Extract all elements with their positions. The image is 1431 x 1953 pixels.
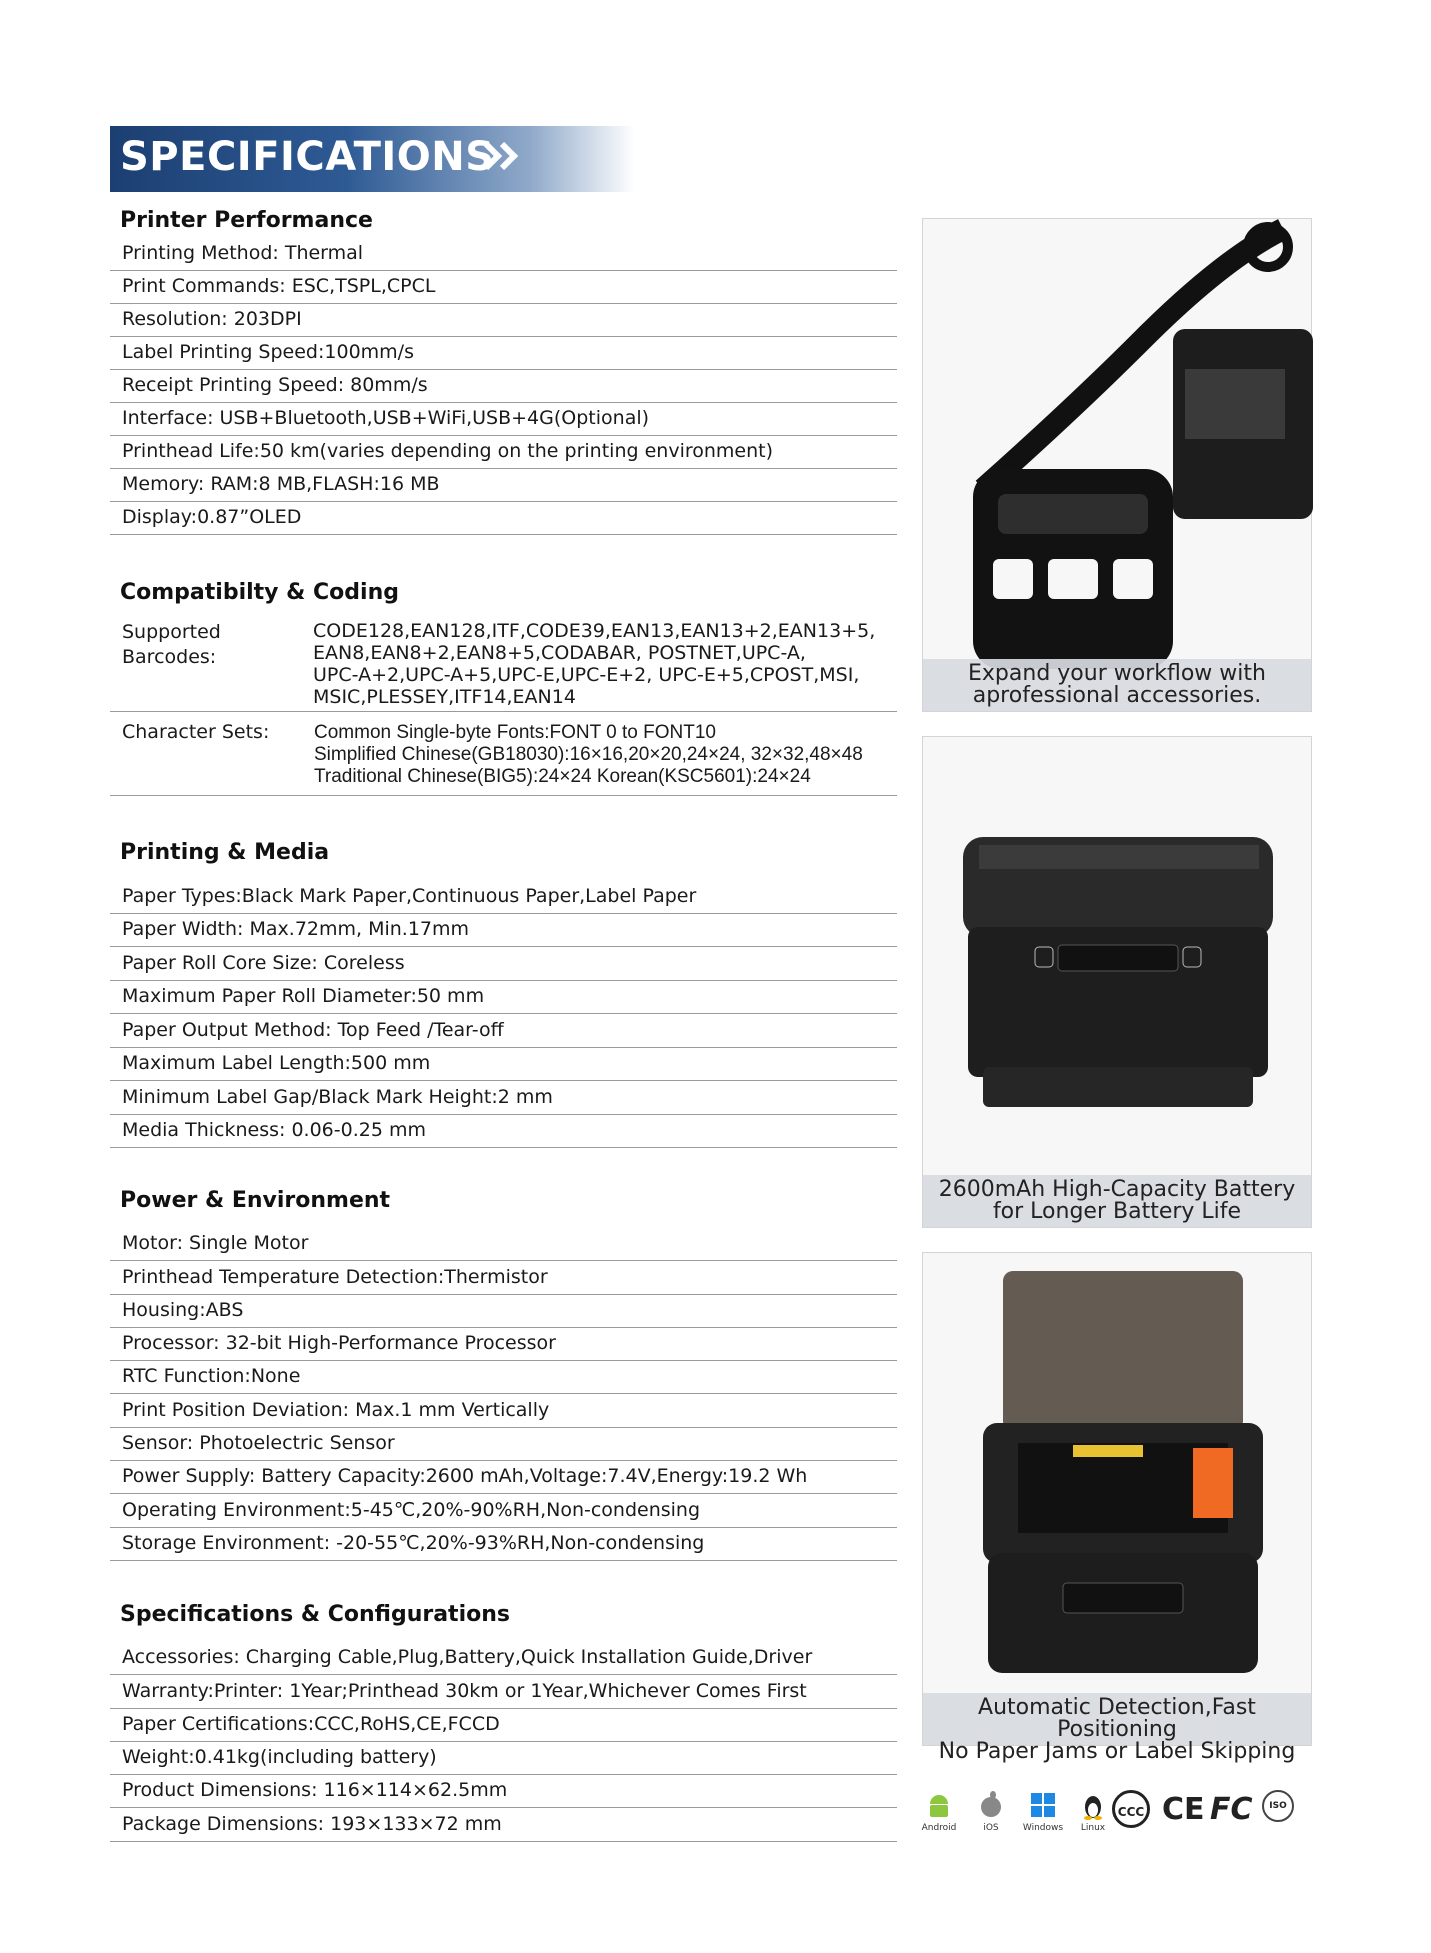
spec-row: [110, 1528, 897, 1561]
spec-row: [110, 1742, 897, 1775]
spec-label: Printhead Temperature Detection:: [122, 1265, 445, 1288]
spec-row: [110, 1261, 897, 1294]
page-title: SPECIFICATIONS: [120, 134, 495, 180]
charsets-row: [110, 712, 897, 796]
spec-label: Accessories:: [122, 1646, 240, 1669]
spec-label: Warranty:: [122, 1679, 214, 1702]
android-badge: Android: [914, 1790, 964, 1833]
spec-label: Print Position Deviation:: [122, 1398, 350, 1421]
spec-row: [110, 880, 897, 914]
spec-row: [110, 981, 897, 1015]
spec-label: Printing Method:: [122, 242, 279, 264]
spec-row: [110, 271, 897, 304]
spec-label: Maximum Paper Roll Diameter:: [122, 985, 417, 1007]
spec-row: [110, 947, 897, 981]
spec-label: Package Dimensions:: [122, 1812, 325, 1835]
spec-label: Motor:: [122, 1232, 183, 1255]
spec-value: Coreless: [317, 951, 405, 974]
spec-row: [110, 1642, 897, 1675]
spec-value: Max.72mm, Min.17mm: [243, 918, 470, 940]
spec-value: ESC,TSPL,CPCL: [285, 275, 436, 297]
spec-row: [110, 1775, 897, 1808]
battery-caption: 2600mAh High-Capacity Battery for Longer Battery Life: [923, 1175, 1311, 1227]
charsets-label: Character Sets:: [122, 721, 270, 743]
spec-value: 0.06-0.25 mm: [285, 1119, 426, 1141]
spec-value: Max.1 mm Vertically: [349, 1398, 550, 1421]
spec-row: [110, 1328, 897, 1361]
spec-value: 0.87”OLED: [197, 506, 302, 528]
spec-row: [110, 1295, 897, 1328]
spec-row: [110, 337, 897, 370]
barcodes-row: [110, 612, 897, 712]
charsets-value: Common Single-byte Fonts:FONT 0 to FONT10 Simplified Chinese(GB18030):16×16,20×20,24×24, 32×32,48×48 Traditional Chinese(BIG5):24×24 Korean(KSC5601):24×24: [314, 722, 863, 787]
spec-label: Label Printing Speed:: [122, 341, 325, 363]
spec-label: Print Commands:: [122, 275, 286, 297]
spec-value: RAM:8 MB,FLASH:16 MB: [204, 473, 440, 495]
spec-label: Paper Certifications:: [122, 1712, 315, 1735]
section-title-printer-performance: Printer Performance: [120, 208, 373, 233]
spec-value: 50 mm: [416, 985, 485, 1007]
spec-value: 32-bit High-Performance Processor: [219, 1332, 556, 1355]
spec-value: Battery Capacity:2600 mAh,Voltage:7.4V,Energy:19.2 Wh: [255, 1465, 808, 1488]
spec-label: RTC Function:: [122, 1365, 251, 1388]
spec-row: [110, 469, 897, 502]
spec-label: Product Dimensions:: [122, 1779, 318, 1802]
ce-mark: CE: [1162, 1792, 1205, 1827]
spec-row: [110, 1494, 897, 1527]
ccc-mark: CCC: [1112, 1790, 1150, 1828]
section-title-printing-media: Printing & Media: [120, 840, 330, 865]
section-title-power-environment: Power & Environment: [120, 1188, 391, 1213]
spec-label: Paper Types:: [122, 884, 242, 907]
spec-value: Photoelectric Sensor: [193, 1432, 395, 1455]
windows-icon: [1028, 1790, 1058, 1820]
barcodes-value: CODE128,EAN128,ITF,CODE39,EAN13,EAN13+2,EAN13+5, EAN8,EAN8+2,EAN8+5,CODABAR, POSTNET,UPC-A, UPC-A+2,UPC-A+5,UPC-E,UPC-E+2, UPC-E+5,CPOST,MSI, MSIC,PLESSEY,ITF14,EAN14: [313, 620, 876, 708]
spec-value: 116×114×62.5mm: [317, 1779, 508, 1802]
spec-label: Resolution:: [122, 308, 228, 330]
spec-label: Minimum Label Gap/Black Mark Height:: [122, 1085, 498, 1108]
spec-value: Printer: 1Year;Printhead 30km or 1Year,Whichever Comes First: [213, 1679, 807, 1702]
spec-row: [110, 1048, 897, 1082]
spec-value: 193×133×72 mm: [324, 1812, 502, 1835]
spec-label: Maximum Label Length:: [122, 1052, 351, 1074]
spec-value: None: [250, 1365, 301, 1388]
spec-value: Single Motor: [182, 1232, 309, 1255]
spec-row: [110, 370, 897, 403]
spec-row: [110, 1461, 897, 1494]
linux-icon: [1078, 1790, 1108, 1820]
spec-value: Charging Cable,Plug,Battery,Quick Installation Guide,Driver: [239, 1646, 813, 1669]
spec-row: [110, 1395, 897, 1428]
spec-value: 100mm/s: [324, 341, 414, 363]
battery-panel: [922, 736, 1312, 1228]
spec-row: [110, 1809, 897, 1842]
spec-label: Processor:: [122, 1332, 220, 1355]
spec-value: 5-45℃,20%-90%RH,Non-condensing: [350, 1498, 701, 1521]
spec-label: Receipt Printing Speed:: [122, 374, 345, 396]
spec-value: 50 km(varies depending on the printing environment): [259, 440, 774, 462]
spec-row: [110, 1228, 897, 1261]
spec-label: Weight:: [122, 1746, 195, 1769]
spec-label: Housing:: [122, 1298, 206, 1321]
fc-mark: FC: [1210, 1792, 1253, 1827]
barcodes-label: Supported Barcodes:: [122, 621, 221, 668]
spec-label: Display:: [122, 506, 198, 528]
spec-label: Media Thickness:: [122, 1119, 286, 1141]
accessories-caption: Expand your workflow with aprofessional accessories.: [923, 659, 1311, 711]
linux-badge: Linux: [1068, 1790, 1118, 1833]
spec-label: Paper Roll Core Size:: [122, 951, 318, 974]
spec-row: [110, 1709, 897, 1742]
spec-row: [110, 238, 897, 271]
spec-value: USB+Bluetooth,USB+WiFi,USB+4G(Optional): [213, 407, 650, 429]
detection-caption: Automatic Detection,Fast Positioning No Paper Jams or Label Skipping: [923, 1693, 1311, 1745]
spec-value: 0.41kg(including battery): [194, 1746, 437, 1769]
double-chevron-icon: [480, 134, 524, 178]
spec-row: [110, 914, 897, 948]
printer-with-case-image: [923, 219, 1311, 659]
section-title-compatibility: Compatibilty & Coding: [120, 580, 399, 605]
spec-value: 203DPI: [227, 308, 302, 330]
spec-label: Memory:: [122, 473, 205, 495]
spec-label: Interface:: [122, 407, 214, 429]
spec-value: ABS: [205, 1298, 244, 1321]
spec-value: Thermistor: [444, 1265, 548, 1288]
printer-open-image: [923, 1253, 1311, 1693]
spec-label: Storage Environment:: [122, 1531, 331, 1554]
accessories-panel: [922, 218, 1312, 712]
spec-value: 2 mm: [497, 1085, 553, 1108]
android-icon: [924, 1790, 954, 1820]
spec-row: [110, 304, 897, 337]
iso-mark: ISO: [1262, 1790, 1294, 1822]
spec-row: [110, 1081, 897, 1115]
apple-icon: [976, 1790, 1006, 1820]
spec-value: CCC,RoHS,CE,FCCD: [314, 1712, 500, 1735]
spec-value: Top Feed /Tear-off: [331, 1018, 504, 1041]
spec-label: Sensor:: [122, 1432, 194, 1455]
spec-row: [110, 1428, 897, 1461]
spec-value: 80mm/s: [344, 374, 428, 396]
specifications-banner: [110, 126, 635, 192]
spec-row: [110, 403, 897, 436]
spec-row: [110, 1115, 897, 1149]
spec-value: Black Mark Paper,Continuous Paper,Label Paper: [241, 884, 697, 907]
spec-row: [110, 436, 897, 469]
spec-value: Thermal: [278, 242, 364, 264]
spec-label: Power Supply:: [122, 1465, 256, 1488]
spec-value: 500 mm: [350, 1052, 431, 1074]
spec-label: Paper Output Method:: [122, 1018, 332, 1041]
spec-label: Printhead Life:: [122, 440, 260, 462]
spec-row: [110, 1361, 897, 1394]
spec-row: [110, 1014, 897, 1048]
spec-value: -20-55℃,20%-93%RH,Non-condensing: [330, 1531, 705, 1554]
spec-label: Operating Environment:: [122, 1498, 351, 1521]
section-title-spec-config: Specifications & Configurations: [120, 1602, 510, 1627]
ios-badge: iOS: [966, 1790, 1016, 1833]
spec-label: Paper Width:: [122, 918, 244, 940]
spec-row: [110, 502, 897, 535]
printer-front-image: [923, 737, 1311, 1177]
detection-panel: [922, 1252, 1312, 1764]
spec-row: [110, 1675, 897, 1708]
windows-badge: Windows: [1018, 1790, 1068, 1833]
